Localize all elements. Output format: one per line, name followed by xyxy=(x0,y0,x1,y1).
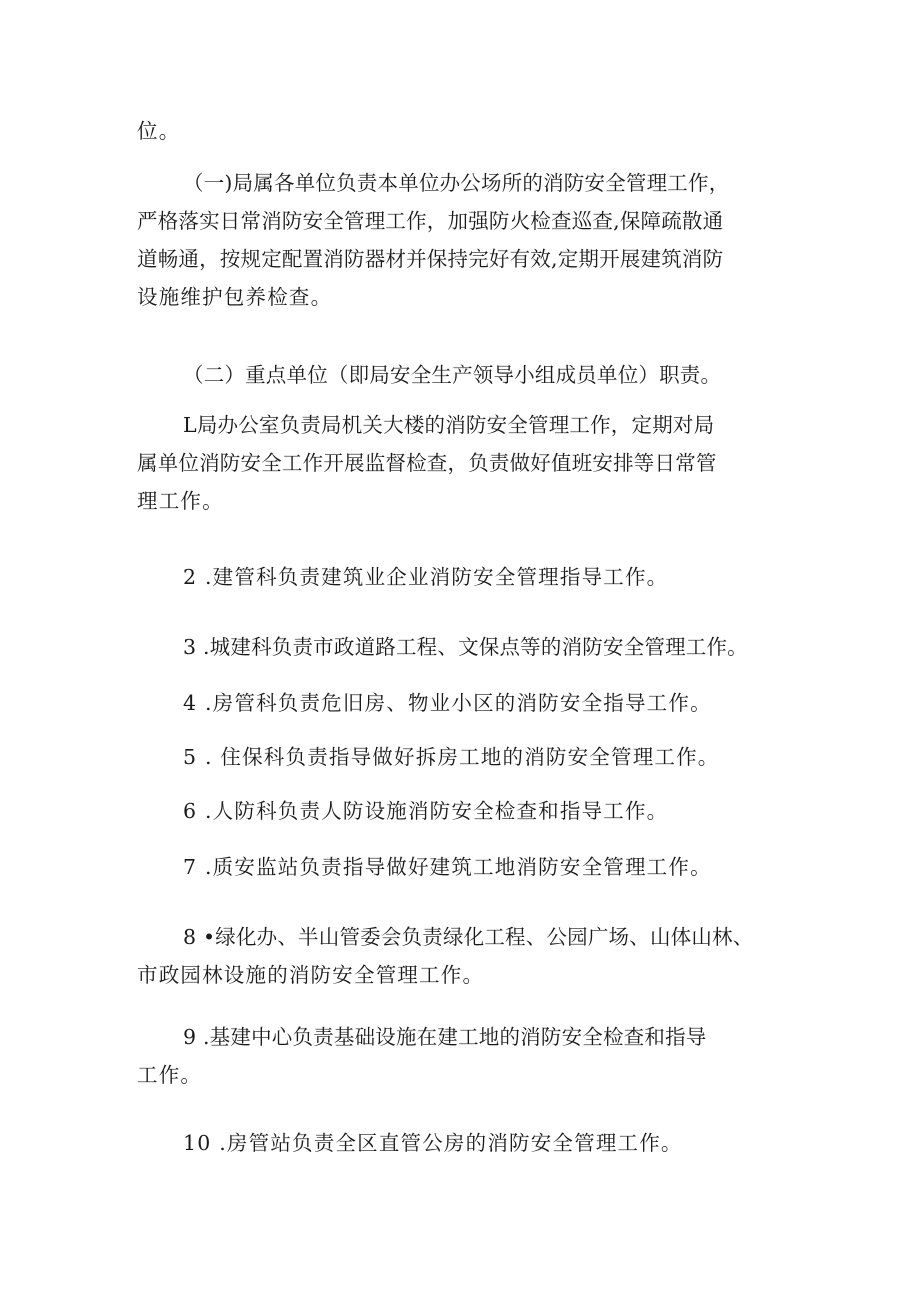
text-line: 5 . 住保科负责指导做好拆房工地的消防安全管理工作。 xyxy=(183,745,720,769)
paragraph-item-7 xyxy=(137,848,797,886)
text-line: 9 .基建中心负责基础设施在建工地的消防安全检查和指导 xyxy=(183,1025,707,1049)
text-line: 工作。 xyxy=(137,1063,203,1087)
text-line: 4 .房管科负责危旧房、物业小区的消防安全指导工作。 xyxy=(183,691,712,715)
text-line: 位。 xyxy=(137,119,181,143)
text-line: （二）重点单位（即局安全生产领导小组成员单位）职责。 xyxy=(183,363,722,387)
text-line: 3 .城建科负责市政道路工程、文保点等的消防安全管理工作。 xyxy=(183,635,748,659)
text-line: 设施维护包养检查。 xyxy=(137,285,333,309)
text-line: 2 .建管科负责建筑业企业消防安全管理指导工作。 xyxy=(183,565,669,589)
text-line: 6 .人防科负责人防设施消防安全检查和指导工作。 xyxy=(183,799,669,823)
paragraph-item-10 xyxy=(137,1124,797,1162)
paragraph-item-2 xyxy=(137,558,797,596)
paragraph-item-3 xyxy=(137,628,797,666)
text-line: 严格落实日常消防安全管理工作，加强防火检查巡查,保障疏散通 xyxy=(137,209,724,233)
text-line: 7 .质安监站负责指导做好建筑工地消防安全管理工作。 xyxy=(183,855,712,879)
text-line: （一)局属各单位负责本单位办公场所的消防安全管理工作， xyxy=(183,171,730,195)
text-line: 10 .房管站负责全区直管公房的消防安全管理工作。 xyxy=(183,1131,683,1155)
paragraph-item-6 xyxy=(137,792,797,830)
paragraph-item-1 xyxy=(137,406,797,520)
paragraph-continuation xyxy=(137,112,797,150)
paragraph-section-one xyxy=(137,164,797,316)
text-line: 理工作。 xyxy=(137,489,224,513)
text-line: 属单位消防安全工作开展监督检查，负责做好值班安排等日常管 xyxy=(137,451,717,475)
text-line: 道畅通，按规定配置消防器材并保持完好有效,定期开展建筑消防 xyxy=(137,247,724,271)
paragraph-item-8 xyxy=(137,918,797,994)
text-line: L局办公室负责局机关大楼的消防安全管理工作，定期对局 xyxy=(183,413,715,437)
paragraph-item-5 xyxy=(137,738,797,776)
text-line: 8 •绿化办、半山管委会负责绿化工程、公园广场、山体山林、 xyxy=(183,925,754,949)
paragraph-item-9 xyxy=(137,1018,797,1094)
paragraph-item-4 xyxy=(137,684,797,722)
text-line: 市政园林设施的消防安全管理工作。 xyxy=(137,963,485,987)
paragraph-section-two-heading xyxy=(137,356,797,394)
